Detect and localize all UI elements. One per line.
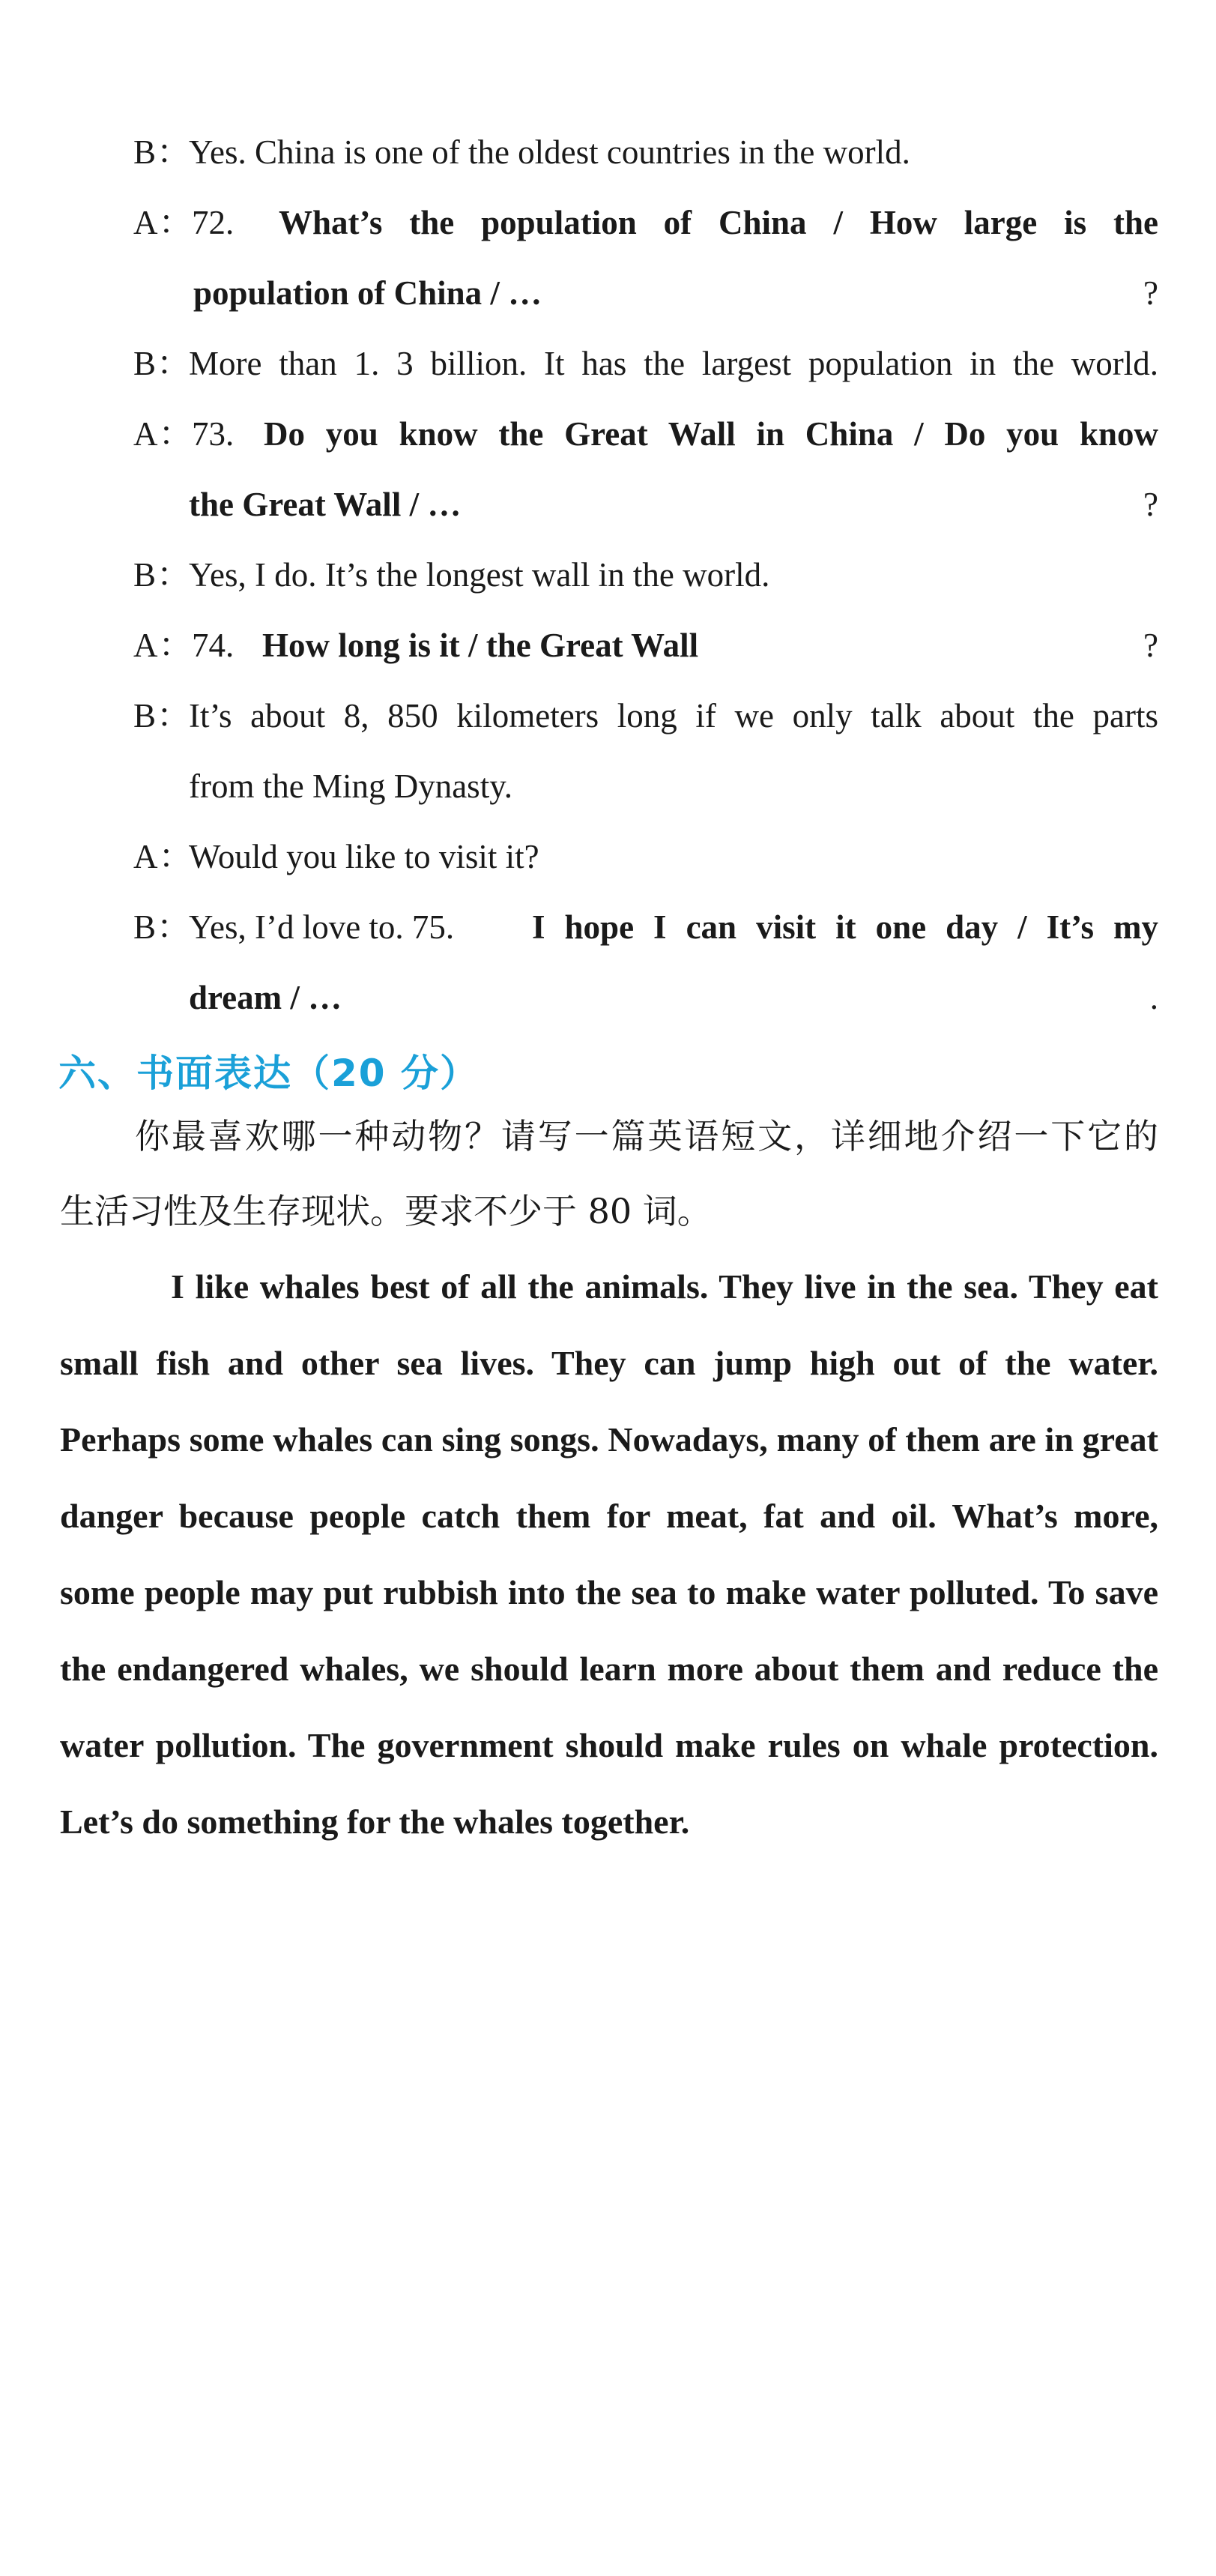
dialogue-text: Yes, I’d love to. 75. bbox=[189, 908, 455, 946]
answer-text: dream / … bbox=[189, 979, 342, 1016]
question-mark: ? bbox=[1143, 486, 1158, 523]
writing-prompt-line2: 生活习性及生存现状。要求不少于 80 词。 bbox=[60, 1191, 712, 1231]
question-number: 74. bbox=[192, 627, 235, 664]
dialogue-text: from the Ming Dynasty. bbox=[189, 767, 513, 805]
question-mark: ? bbox=[1143, 627, 1158, 664]
speaker-label: B： bbox=[133, 697, 192, 735]
dialogue-line-a74 bbox=[0, 610, 1216, 681]
question-number: 73. bbox=[192, 415, 235, 453]
section-heading bbox=[58, 1038, 479, 1108]
dialogue-text: Yes, I do. It’s the longest wall in the world. bbox=[189, 556, 770, 594]
dialogue-line-b75-cont bbox=[0, 962, 1216, 1033]
dialogue-line-a73-cont bbox=[0, 469, 1216, 540]
writing-prompt-line1: 你最喜欢哪一种动物？请写一篇英语短文，详细地介绍一下它的 bbox=[135, 1116, 1158, 1156]
dialogue-line-a73 bbox=[0, 399, 1216, 469]
dialogue-line-b75 bbox=[0, 892, 1216, 962]
dialogue-line-a4 bbox=[0, 821, 1216, 892]
dialogue-line-b4 bbox=[0, 681, 1216, 751]
answer-text: the Great Wall / … bbox=[189, 486, 462, 523]
dialogue-line-b1 bbox=[0, 117, 1216, 187]
speaker-label: B： bbox=[133, 908, 192, 946]
dialogue-line-b2 bbox=[0, 328, 1216, 399]
speaker-label: A： bbox=[133, 627, 193, 664]
speaker-label: A： bbox=[133, 415, 193, 453]
section-points: （20 分） bbox=[292, 1052, 479, 1095]
dialogue-text: More than 1. 3 billion. It has the largest population in the world. bbox=[189, 345, 1158, 382]
dialogue-text: Would you like to visit it? bbox=[189, 838, 539, 875]
section-title: 六、书面表达 bbox=[58, 1052, 292, 1095]
dialogue-line-b3 bbox=[0, 540, 1216, 610]
answer-text: I hope I can visit it one day / It’s my bbox=[532, 908, 1158, 946]
dialogue-line-a72 bbox=[0, 187, 1216, 258]
speaker-label: B： bbox=[133, 556, 192, 594]
period-mark: . bbox=[1149, 979, 1158, 1016]
answer-text: How long is it / the Great Wall bbox=[262, 627, 699, 664]
dialogue-text: Yes. China is one of the oldest countries in the world. bbox=[189, 133, 910, 171]
question-number: 72. bbox=[192, 204, 235, 241]
answer-text: What’s the population of China / How large is the bbox=[279, 204, 1158, 241]
speaker-label: B： bbox=[133, 345, 192, 382]
dialogue-line-a72-cont bbox=[0, 258, 1216, 328]
speaker-label: A： bbox=[133, 838, 193, 875]
answer-text: population of China / … bbox=[193, 274, 542, 312]
sample-essay: I like whales best of all the animals. They live in the sea. They eat small fish and other sea lives. They can jump high out of the water. Perhaps some whales can sing songs. Nowadays, many of them are in great danger because people catch them for meat, fat and oil. What’s more, some people may put rubbish into the sea to make water polluted. To save the endangered whales, we should learn more about them and reduce the water pollution. The government should make rules on whale protection. Let’s do something for the whales together. bbox=[60, 1267, 1158, 1841]
question-mark: ? bbox=[1143, 274, 1158, 312]
answer-text: Do you know the Great Wall in China / Do you know bbox=[264, 415, 1158, 453]
dialogue-text: It’s about 8, 850 kilometers long if we only talk about the parts bbox=[189, 697, 1158, 735]
dialogue-line-b4-cont bbox=[0, 751, 1216, 821]
speaker-label: A： bbox=[133, 204, 193, 241]
speaker-label: B： bbox=[133, 133, 192, 171]
